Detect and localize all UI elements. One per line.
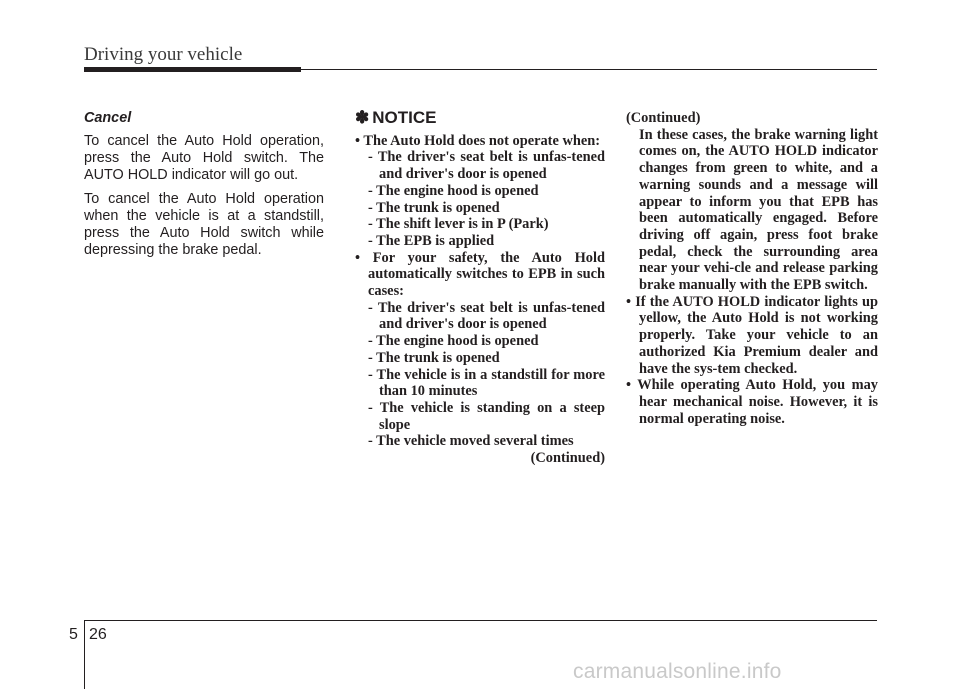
- notice-continued-paragraph: In these cases, the brake warning light comes on, the AUTO HOLD indicator changes from green to white, and a warning sounds and a message will appear to inform you that EPB has been automatically engaged. Before driving off again, press foot brake pedal, check the surrounding area near your vehi-cle and release parking brake manually with the EPB switch.: [639, 126, 878, 294]
- footer-rule: [84, 620, 877, 621]
- header-rule-thin: [301, 69, 877, 70]
- cancel-section: [84, 110, 324, 266]
- section-number: 5: [69, 626, 78, 643]
- page-header-title: Driving your vehicle: [84, 44, 243, 65]
- watermark: carmanualsonline.info: [573, 660, 782, 683]
- notice-title: NOTICE: [372, 108, 437, 127]
- footer-vertical-rule: [84, 620, 85, 689]
- notice-bullet-4: • While operating Auto Hold, you may hear mechanical noise. However, it is normal operating noise.: [626, 377, 878, 427]
- cancel-paragraph-1: To cancel the Auto Hold operation, press the Auto Hold switch. The AUTO HOLD indicator will go out.: [84, 133, 324, 183]
- notice-b1-item: - The engine hood is opened: [368, 182, 539, 199]
- notice-b1-item: - The EPB is applied: [368, 232, 495, 249]
- notice-b2-item: - The driver's seat belt is unfas-tened and driver's door is opened: [368, 299, 605, 333]
- asterisk-icon: ✽: [355, 108, 370, 127]
- notice-b2-item: - The vehicle moved several times: [368, 433, 574, 450]
- notice-b2-item: - The vehicle is in a standstill for more than 10 minutes: [368, 366, 605, 400]
- notice-bullet-2: • For your safety, the Auto Hold automatically switches to EPB in such cases:: [355, 249, 605, 300]
- cancel-paragraph-2: To cancel the Auto Hold operation when the vehicle is at a standstill, press the Auto Hold switch while depressing the brake pedal.: [84, 191, 324, 258]
- notice-bullet-3: • If the AUTO HOLD indicator lights up yellow, the Auto Hold is not working properly. Take your vehicle to an authorized Kia Premium dealer and have the sys-tem checked.: [626, 293, 878, 377]
- notice-b2-item: - The vehicle is standing on a steep slope: [368, 399, 605, 433]
- notice-b1-item: - The trunk is opened: [368, 199, 500, 216]
- notice-b2-item: - The trunk is opened: [368, 349, 500, 366]
- notice-section: [355, 110, 605, 467]
- cancel-heading: Cancel: [84, 110, 132, 126]
- notice-b1-item: - The driver's seat belt is unfas-tened and driver's door is opened: [368, 149, 605, 183]
- page-number: 26: [89, 626, 107, 643]
- notice-heading: [355, 110, 605, 127]
- notice-b1-item: - The shift lever is in P (Park): [368, 216, 549, 233]
- notice-continued-section: [626, 110, 878, 427]
- continued-label: (Continued): [626, 110, 701, 126]
- notice-b2-item: - The engine hood is opened: [368, 333, 539, 350]
- notice-bullet-1: • The Auto Hold does not operate when:: [355, 132, 601, 149]
- header-rule-thick: [84, 67, 301, 72]
- continued-label: (Continued): [530, 450, 605, 467]
